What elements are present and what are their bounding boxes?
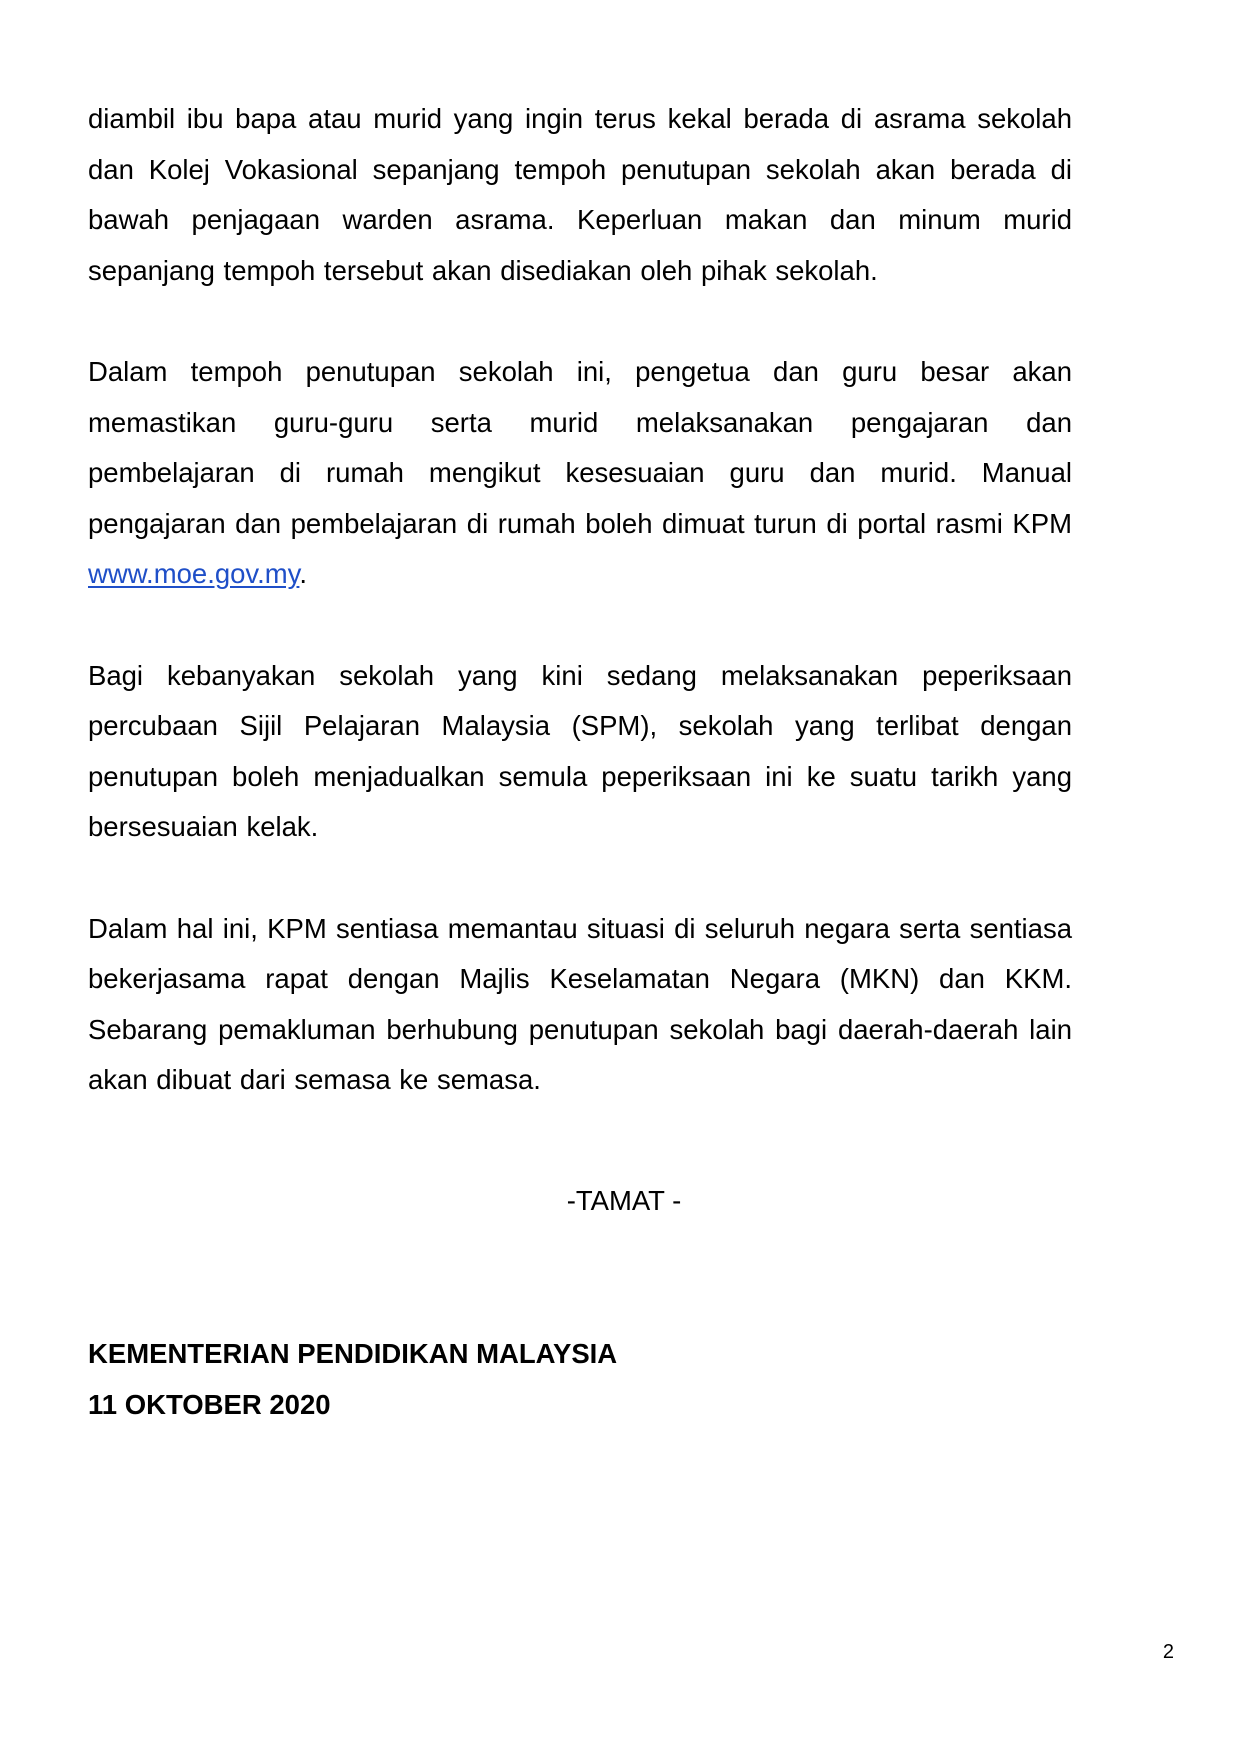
signoff-block <box>88 1328 617 1430</box>
paragraph-home-learning-text: Dalam tempoh penutupan sekolah ini, pengetua dan guru besar akan memastikan guru-guru serta murid melaksanakan pengajaran dan pembelajaran di rumah mengikut kesesuaian guru dan murid. Manual pengajaran dan pembelajaran di rumah boleh dimuat turun di portal rasmi KPM <box>88 355 1072 539</box>
document-body <box>88 94 1072 1156</box>
end-marker-text: -TAMAT - <box>566 1185 682 1216</box>
signoff-organization: KEMENTERIAN PENDIDIKAN MALAYSIA <box>88 1338 618 1369</box>
paragraph-home-learning-end: . <box>299 558 308 590</box>
page-number: 2 <box>1162 1641 1174 1663</box>
paragraph-monitoring: Dalam hal ini, KPM sentiasa memantau situasi di seluruh negara serta sentiasa bekerjasama rapat dengan Majlis Keselamatan Negara (MKN) dan KKM. Sebarang pemakluman berhubung penutupan sekolah bagi daerah-daerah lain akan dibuat dari semasa ke semasa. <box>88 912 1072 1096</box>
paragraph-home-learning <box>88 347 1072 600</box>
signoff-date: 11 OKTOBER 2020 <box>88 1389 331 1420</box>
paragraph-hostel-arrangements: diambil ibu bapa atau murid yang ingin terus kekal berada di asrama sekolah dan Kolej Vokasional sepanjang tempoh penutupan sekolah akan berada di bawah penjagaan warden asrama. Keperluan makan dan minum murid sepanjang tempoh tersebut akan disediakan oleh pihak sekolah. <box>88 103 1072 286</box>
end-marker <box>0 1176 1240 1226</box>
moe-portal-link[interactable]: www.moe.gov.my <box>88 558 300 590</box>
paragraph-spm-trial-exam: Bagi kebanyakan sekolah yang kini sedang melaksanakan peperiksaan percubaan Sijil Pelajaran Malaysia (SPM), sekolah yang terlibat dengan penutupan boleh menjadualkan semula peperiksaan ini ke suatu tarikh yang bersesuaian kelak. <box>88 659 1072 843</box>
